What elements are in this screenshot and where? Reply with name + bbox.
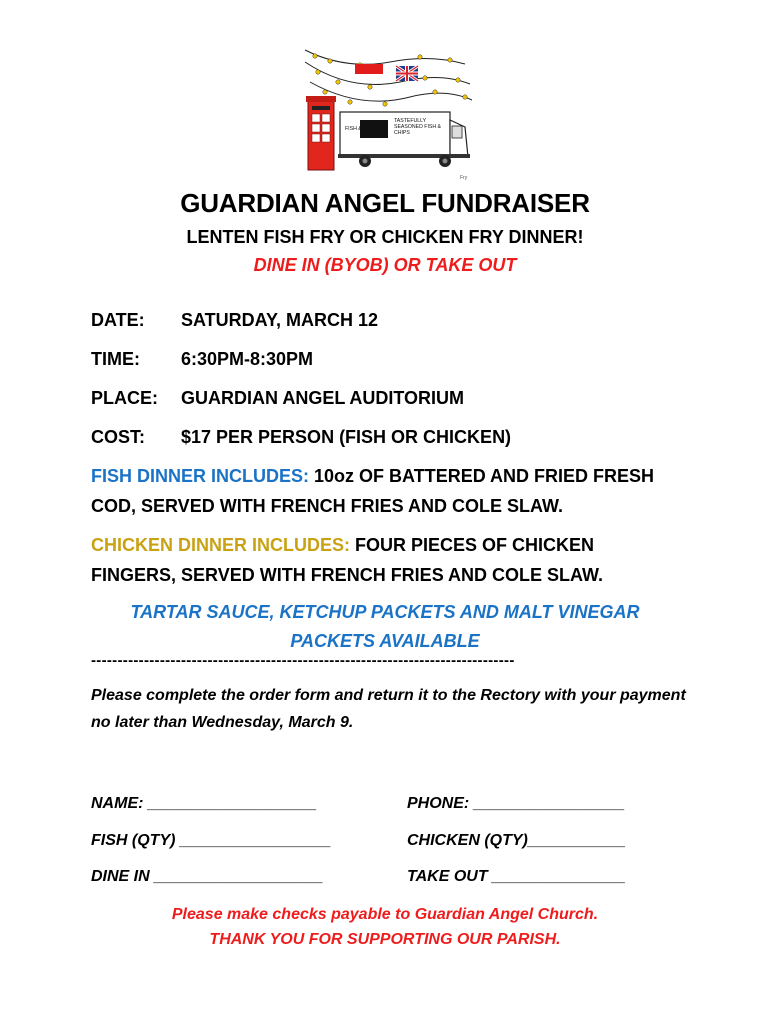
detail-value: 6:30PM-8:30PM — [181, 349, 314, 369]
banner-icon — [355, 64, 383, 74]
food-truck-icon — [338, 112, 470, 167]
detail-label: DATE: — [91, 310, 145, 330]
fish-qty-field: FISH (QTY) _________________ — [91, 832, 332, 849]
cut-line-divider: -------------------------------------------------------------------------------- — [91, 652, 515, 669]
name-field: NAME: ___________________ — [91, 795, 317, 812]
sauces-line1: TARTAR SAUCE, KETCHUP PACKETS AND MALT VINEGAR — [130, 602, 640, 622]
chicken-dinner-text-line1: FOUR PIECES OF CHICKEN — [355, 535, 595, 555]
fish-dinner-text-line2: COD, SERVED WITH FRENCH FRIES AND COLE SLAW. — [91, 496, 564, 516]
detail-label: PLACE: — [91, 388, 158, 408]
detail-value: SATURDAY, MARCH 12 — [181, 310, 379, 330]
artist-mark: Fry — [460, 175, 468, 181]
chicken-dinner-text-line2: FINGERS, SERVED WITH FRENCH FRIES AND COLE SLAW. — [91, 565, 604, 585]
fish-dinner-paragraph — [91, 461, 691, 521]
detail-time — [91, 349, 313, 370]
union-flag-icon — [396, 66, 418, 81]
phone-field: PHONE: _________________ — [407, 795, 625, 812]
chicken-dinner-paragraph — [91, 530, 691, 590]
detail-value: $17 PER PERSON (FISH OR CHICKEN) — [181, 427, 512, 447]
order-instructions: Please complete the order form and return it to the Rectory with your payment no later than Wednesday, March 9. — [91, 687, 686, 731]
detail-label: COST: — [91, 427, 145, 447]
detail-cost — [91, 427, 511, 448]
food-truck-illustration — [300, 42, 480, 182]
detail-place — [91, 388, 464, 409]
chicken-qty-field: CHICKEN (QTY)___________ — [407, 832, 626, 849]
phone-box-icon — [306, 96, 336, 170]
footer-line1: Please make checks payable to Guardian Angel Church. — [171, 906, 599, 923]
string-lights-icon — [305, 50, 472, 101]
detail-value: GUARDIAN ANGEL AUDITORIUM — [181, 388, 464, 408]
dine-in-field: DINE IN ___________________ — [91, 868, 324, 885]
fish-dinner-text-line1: 10oz OF BATTERED AND FRIED FRESH — [314, 466, 655, 486]
page-title: GUARDIAN ANGEL FUNDRAISER — [180, 188, 590, 218]
truck-sign-left: FISH & FRY — [345, 126, 374, 132]
chicken-dinner-heading: CHICKEN DINNER INCLUDES: — [91, 535, 351, 555]
sauces-line2: PACKETS AVAILABLE — [290, 631, 480, 651]
subtitle: LENTEN FISH FRY OR CHICKEN FRY DINNER! — [186, 227, 584, 247]
footer-line2: THANK YOU FOR SUPPORTING OUR PARISH. — [209, 931, 561, 948]
fish-dinner-heading: FISH DINNER INCLUDES: — [91, 466, 310, 486]
detail-label: TIME: — [91, 349, 140, 369]
take-out-field: TAKE OUT _______________ — [407, 868, 626, 885]
dine-option: DINE IN (BYOB) OR TAKE OUT — [253, 255, 517, 275]
detail-date — [91, 310, 378, 331]
sauces-note — [0, 598, 770, 656]
footer-note — [0, 902, 770, 952]
truck-sign-right: TASTEFULLY SEASONED FISH & CHIPS — [394, 118, 441, 136]
